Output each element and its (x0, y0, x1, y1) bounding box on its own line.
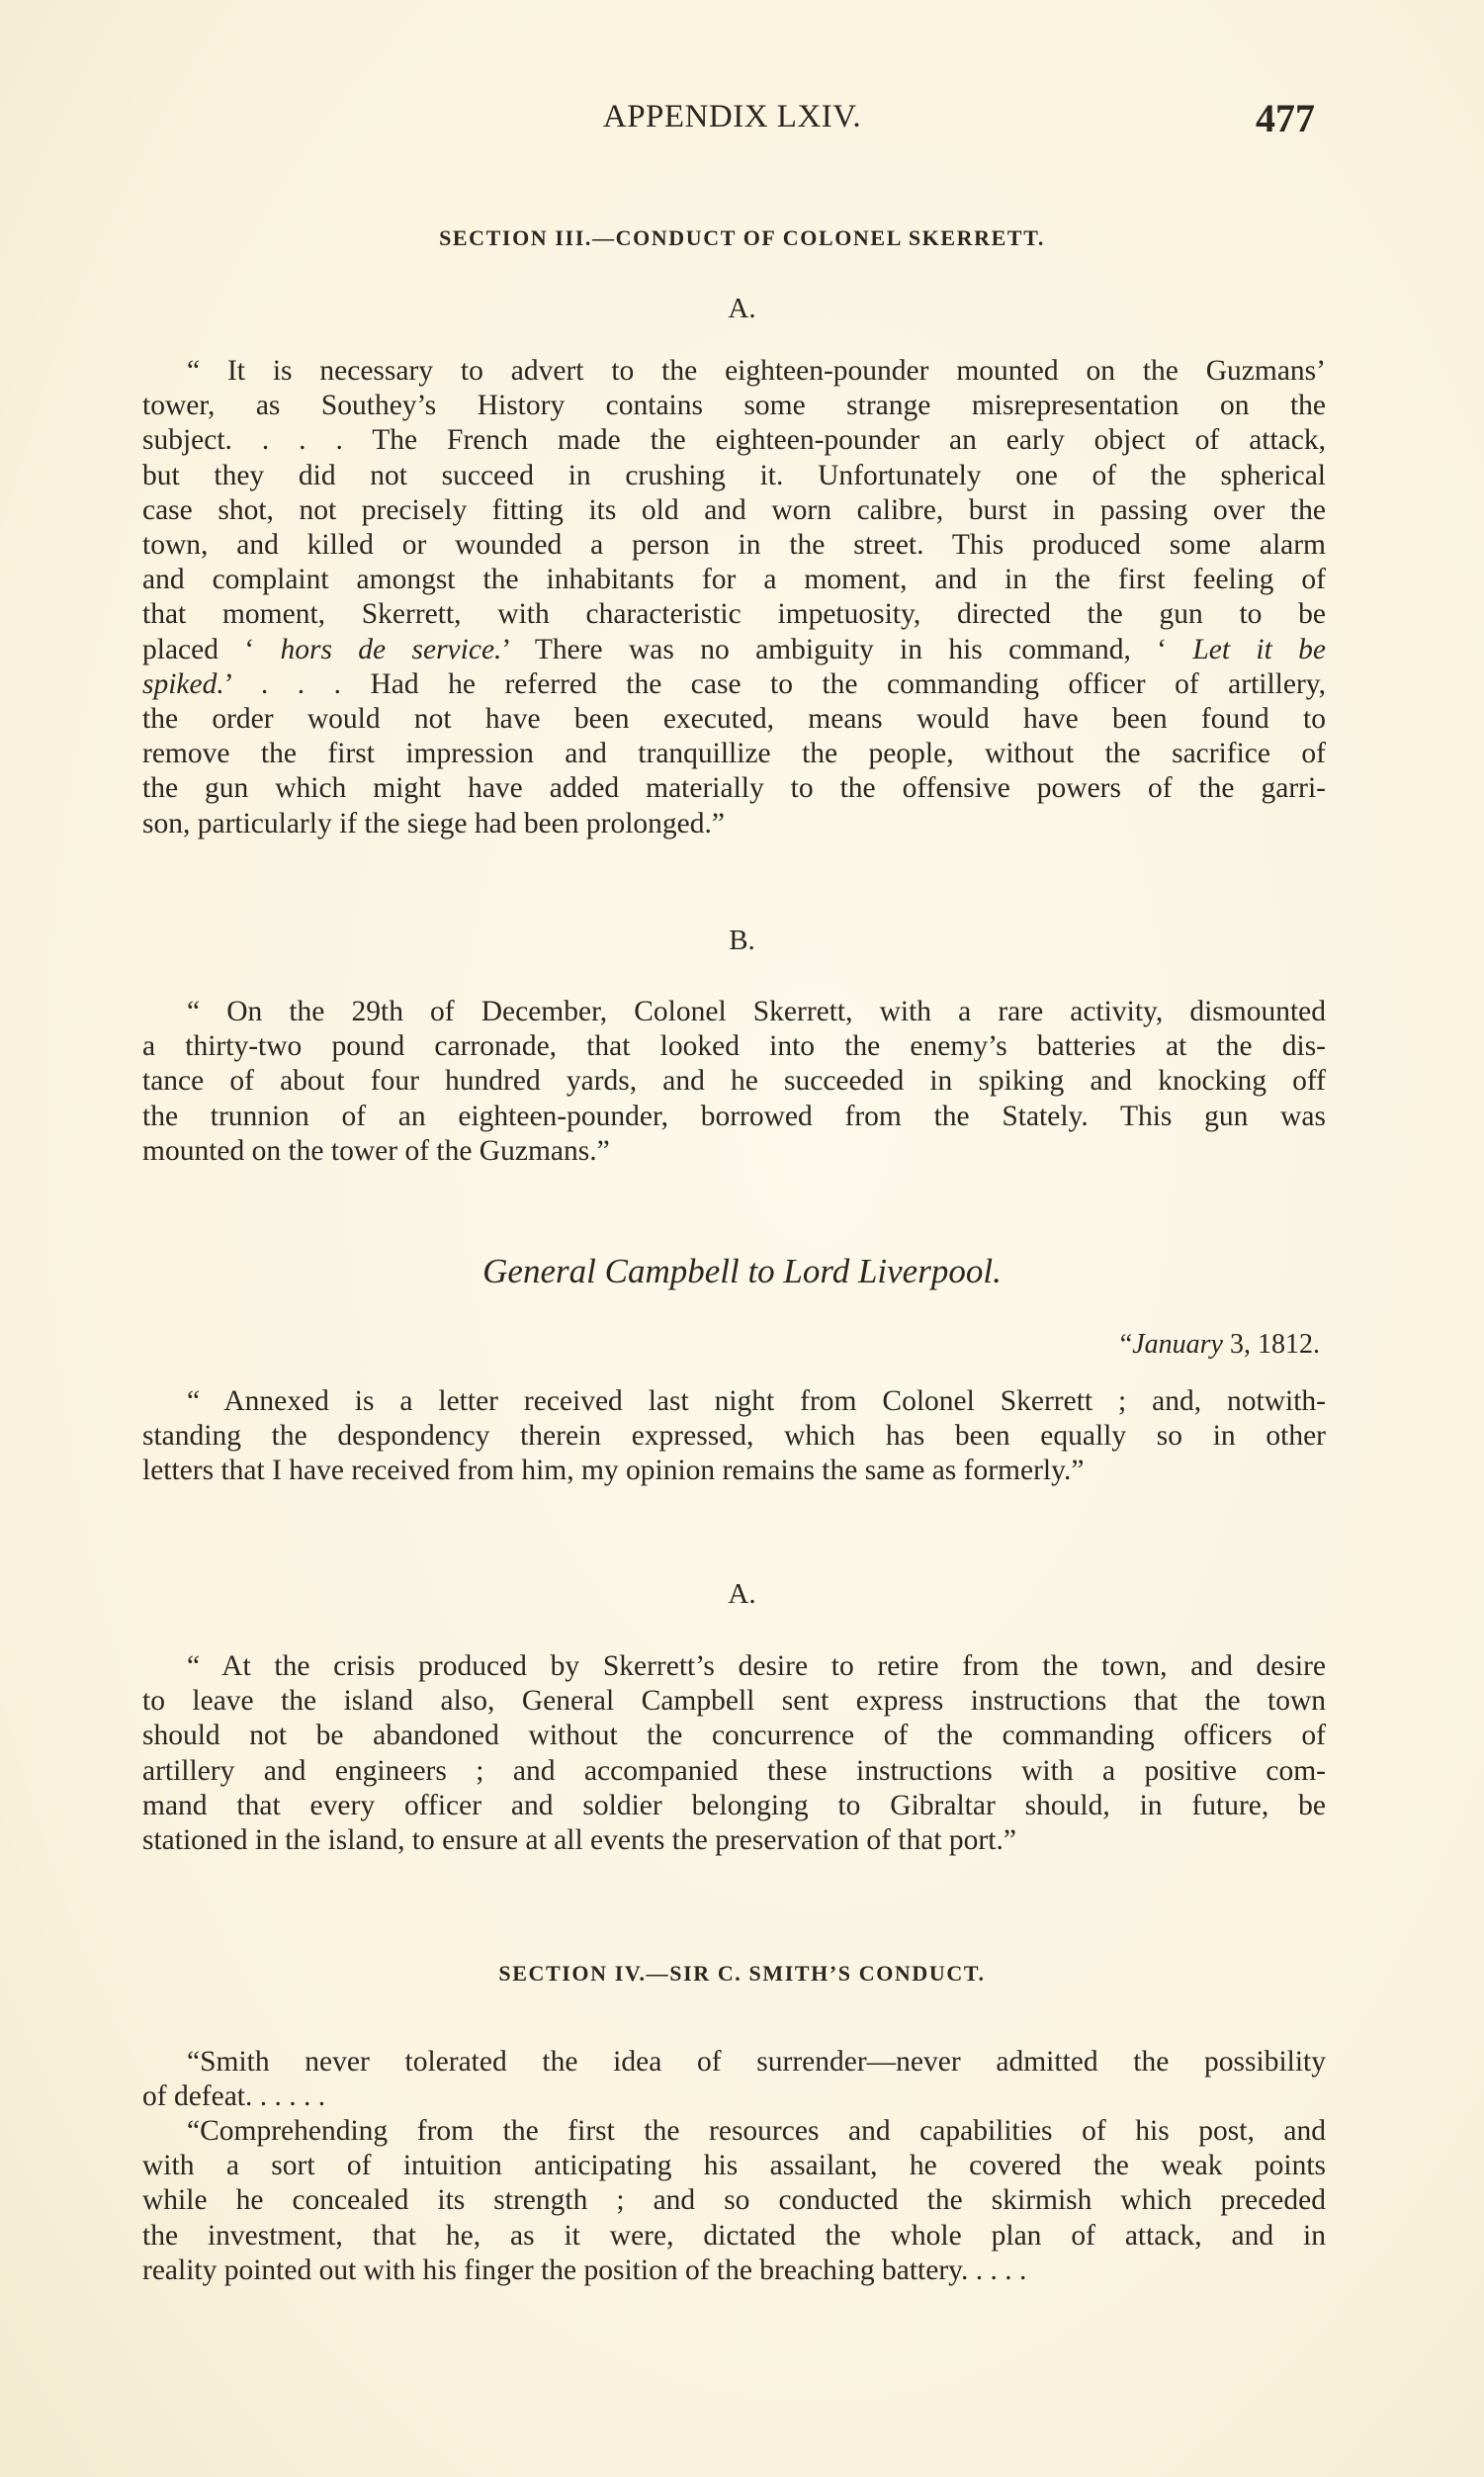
text-line: artillery and engineers ; and accompanied these instructions with a positive com- (142, 1754, 1326, 1787)
text-line: and complaint amongst the inhabitants for a moment, and in the first feeling of (142, 564, 1326, 596)
letter-title: General Campbell to Lord Liverpool. (482, 1252, 1002, 1290)
text-fragment: ’ . . . Had he referred the case to the commanding officer of artillery, (223, 667, 1326, 700)
section-4-paragraph-2 (142, 2114, 1326, 2288)
text-line: “ On the 29th of December, Colonel Skerrett, with a rare activity, dismounted (187, 996, 1326, 1027)
section-3-part-b-paragraph (142, 995, 1326, 1169)
text-line: stationed in the island, to ensure at all events the preservation of that port.” (142, 1824, 1016, 1857)
running-title: APPENDIX LXIV. (602, 99, 862, 134)
section-3-part-a-label: A. (728, 293, 756, 324)
letter-part-a-label: A. (728, 1578, 756, 1610)
text-line: “ Annexed is a letter received last night from Colonel Skerrett ; and, notwith- (187, 1385, 1326, 1417)
text-line: remove the first impression and tranquillize the people, without the sacrifice of (142, 738, 1326, 770)
text-line: mand that every officer and soldier belonging to Gibraltar should, in future, be (142, 1789, 1326, 1821)
letter-paragraph (142, 1384, 1326, 1489)
text-line: son, particularly if the siege had been prolonged.” (142, 807, 725, 840)
text-line: reality pointed out with his finger the position of the breaching battery. . . . . (142, 2254, 1027, 2286)
text-line: to leave the island also, General Campbell sent express instructions that the town (142, 1685, 1326, 1718)
text-line: mounted on the tower of the Guzmans.” (142, 1134, 610, 1167)
text-line-with-italics (142, 667, 1326, 702)
date-day-year: 3, 1812. (1223, 1329, 1320, 1360)
text-line: while he concealed its strength ; and so conducted the skirmish which preceded (142, 2184, 1326, 2217)
section-4-heading: SECTION IV.—SIR C. SMITH’S CONDUCT. (498, 1961, 986, 1986)
date-month: January (1132, 1329, 1223, 1360)
text-line: “ It is necessary to advert to the eighteen-pounder mounted on the Guzmans’ (187, 355, 1326, 387)
italic-phrase: spiked. (142, 667, 224, 700)
text-line: tower, as Southey’s History contains some strange misrepresentation on the (142, 390, 1326, 422)
text-line: subject. . . . The French made the eighteen-pounder an early object of attack, (142, 424, 1326, 457)
letter-date (0, 1329, 1320, 1361)
text-line: “ At the crisis produced by Skerrett’s desire to retire from the town, and desire (187, 1650, 1326, 1682)
text-line: case shot, not precisely fitting its old and worn calibre, burst in passing over the (142, 493, 1326, 526)
text-line: letters that I have received from him, my opinion remains the same as formerly.” (142, 1455, 1085, 1487)
text-line: but they did not succeed in crushing it. Unfortunately one of the spherical (142, 459, 1326, 491)
open-quote: “ (1119, 1329, 1133, 1360)
italic-phrase: Let it be (1192, 633, 1326, 665)
section-3-part-b-label: B. (729, 925, 755, 956)
text-line: the order would not have been executed, means would have been found to (142, 703, 1326, 736)
text-fragment: ’ There was no ambiguity in his command, ‘ (501, 633, 1193, 665)
page-number: 477 (1256, 96, 1315, 140)
text-line: “Comprehending from the first the resources and capabilities of his post, and (187, 2115, 1326, 2147)
letter-part-a-paragraph (142, 1649, 1326, 1858)
text-line: town, and killed or wounded a person in the street. This produced some alarm (142, 529, 1326, 562)
section-3-part-a-paragraph (142, 354, 1326, 841)
italic-phrase: hors de service. (280, 633, 502, 665)
text-line: with a sort of intuition anticipating his assailant, he covered the weak points (142, 2150, 1326, 2182)
text-fragment: placed ‘ (142, 633, 281, 665)
text-line: of defeat. . . . . . (142, 2080, 326, 2113)
text-line: that moment, Skerrett, with characteristic impetuosity, directed the gun to be (142, 598, 1326, 631)
text-line: the gun which might have added materially to the offensive powers of the garri- (142, 772, 1326, 805)
text-line: standing the despondency therein expressed, which has been equally so in other (142, 1420, 1326, 1453)
text-line: the investment, that he, as it were, dictated the whole plan of attack, and in (142, 2219, 1326, 2252)
text-line: the trunnion of an eighteen-pounder, borrowed from the Stately. This gun was (142, 1100, 1326, 1132)
text-line-with-italics (142, 633, 1326, 667)
section-3-heading: SECTION III.—CONDUCT OF COLONEL SKERRETT. (439, 225, 1045, 250)
section-4-paragraph-1 (142, 2045, 1326, 2114)
text-line: tance of about four hundred yards, and he succeeded in spiking and knocking off (142, 1065, 1326, 1098)
text-line: “Smith never tolerated the idea of surrender—never admitted the possibility (187, 2046, 1326, 2078)
text-line: a thirty-two pound carronade, that looked into the enemy’s batteries at the dis- (142, 1030, 1326, 1063)
text-line: should not be abandoned without the concurrence of the commanding officers of (142, 1720, 1326, 1752)
